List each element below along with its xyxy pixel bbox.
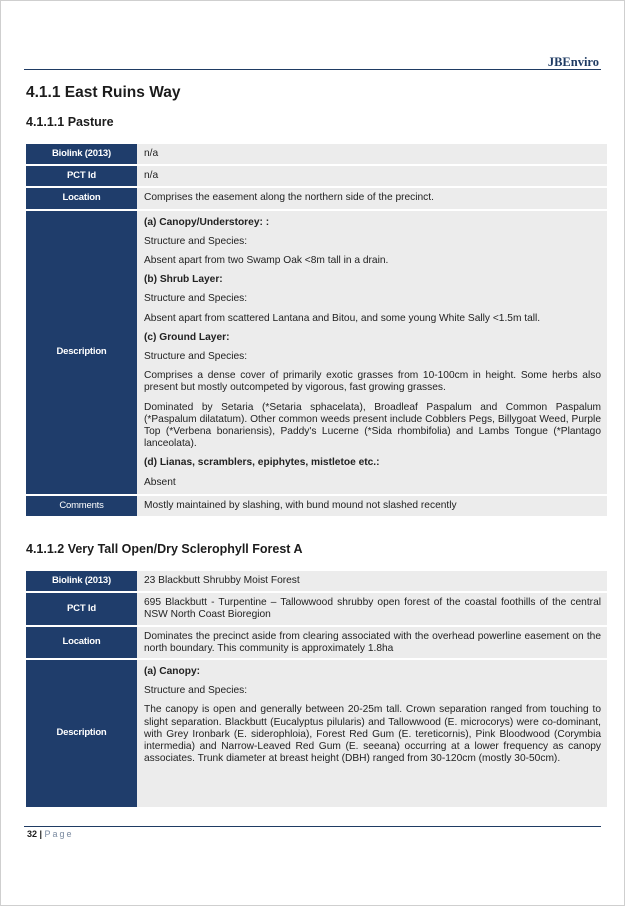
description-paragraph: (a) Canopy: [144,666,201,678]
description-paragraph: Absent [144,476,176,488]
description-paragraph: Comprises a dense cover of primarily exotic grasses from 10-100cm in height. Some herbs also present but mostly outcompeted by vigorous, fast growing grasses. [144,370,601,394]
table-row-location [26,627,607,658]
table-row-description [26,660,607,807]
row-label-pct: PCT Id [26,593,137,624]
row-label-biolink: Biolink (2013) [26,571,137,591]
description-paragraph: (a) Canopy/Understorey: : [144,216,270,228]
row-value-comments: Mostly maintained by slashing, with bund mound not slashed recently [137,496,607,516]
description-paragraph: Structure and Species: [144,685,248,697]
row-label-location: Location [26,188,137,208]
table-row-pct [26,593,607,624]
vegetation-table-forest [26,569,607,809]
description-paragraph: Structure and Species: [144,351,248,363]
row-label-comments: Comments [26,496,137,516]
description-paragraph: The canopy is open and generally between 20-25m tall. Crown separation ranged from touching to slight separation. Blackbutt (Eucalyptus pilularis) and Tallowwood (E. microcorys) were co-dominant, with Grey Ironbark (E. siderophloia), Forest Red Gum (E. tereticornis), Pink Bloodwood (Corymbia intermedia) and Narrow-Leaved Red Gum (E. seeana) occurring at a lower frequency as canopy associates. Trunk diameter at breast height (DBH) ranged from 30-120cm (mostly 30-50cm). [144,704,601,765]
footer-rule [24,826,601,827]
table-row-description [26,211,607,494]
table-row-location [26,188,607,208]
section-title: 4.1.1 East Ruins Way [26,84,181,101]
row-value-pct: 695 Blackbutt - Turpentine – Tallowwood shrubby open forest of the coastal foothills of the central NSW North Coast Bioregion [137,593,607,624]
row-label-location: Location [26,627,137,658]
description-paragraph: Absent apart from scattered Lantana and Bitou, and some young White Sally <1.5m tall. [144,312,541,324]
row-label-pct: PCT Id [26,166,137,186]
table-row-biolink [26,144,607,164]
page-number: 32 [27,829,38,839]
description-paragraph: Absent apart from two Swamp Oak <8m tall in a drain. [144,255,389,267]
subsection-heading-forest: 4.1.1.2 Very Tall Open/Dry Sclerophyll Forest A [26,542,303,556]
row-value-location: Comprises the easement along the northern side of the precinct. [137,188,607,208]
description-paragraph: Structure and Species: [144,293,248,305]
description-paragraph: (b) Shrub Layer: [144,274,223,286]
page-separator: | [37,829,45,839]
row-label-description: Description [26,660,137,807]
table-row-pct [26,166,607,186]
row-value-location: Dominates the precinct aside from clearing associated with the overhead powerline easement on the north boundary. This community is approximately 1.8ha [137,627,607,658]
row-value-description [137,660,607,807]
row-value-pct: n/a [137,166,607,186]
page-label: Page [44,829,74,839]
description-paragraph: (d) Lianas, scramblers, epiphytes, mistletoe etc.: [144,457,380,469]
description-paragraph: Structure and Species: [144,235,248,247]
row-value-biolink: n/a [137,144,607,164]
row-value-biolink: 23 Blackbutt Shrubby Moist Forest [137,571,607,591]
page-footer [27,829,74,839]
description-paragraph: Dominated by Setaria (*Setaria sphacelata), Broadleaf Paspalum and Common Paspalum (*Paspalum dilatatum). Other common weeds present include Cobblers Pegs, Billygoat Weed, Purple Top (*Verbena bonariensis), Paddy's Lucerne (*Sida rhombifolia) and Lambs Tongue (*Plantago lanceolata). [144,401,601,450]
brand-logo: JBEnviro [547,55,599,69]
row-value-description [137,211,607,494]
table-row-biolink [26,571,607,591]
row-label-biolink: Biolink (2013) [26,144,137,164]
row-label-description: Description [26,211,137,494]
table-row-comments [26,496,607,516]
subsection-heading-pasture: 4.1.1.1 Pasture [26,115,114,129]
header-rule [24,69,601,70]
description-paragraph: (c) Ground Layer: [144,331,230,343]
vegetation-table-pasture [26,142,607,518]
